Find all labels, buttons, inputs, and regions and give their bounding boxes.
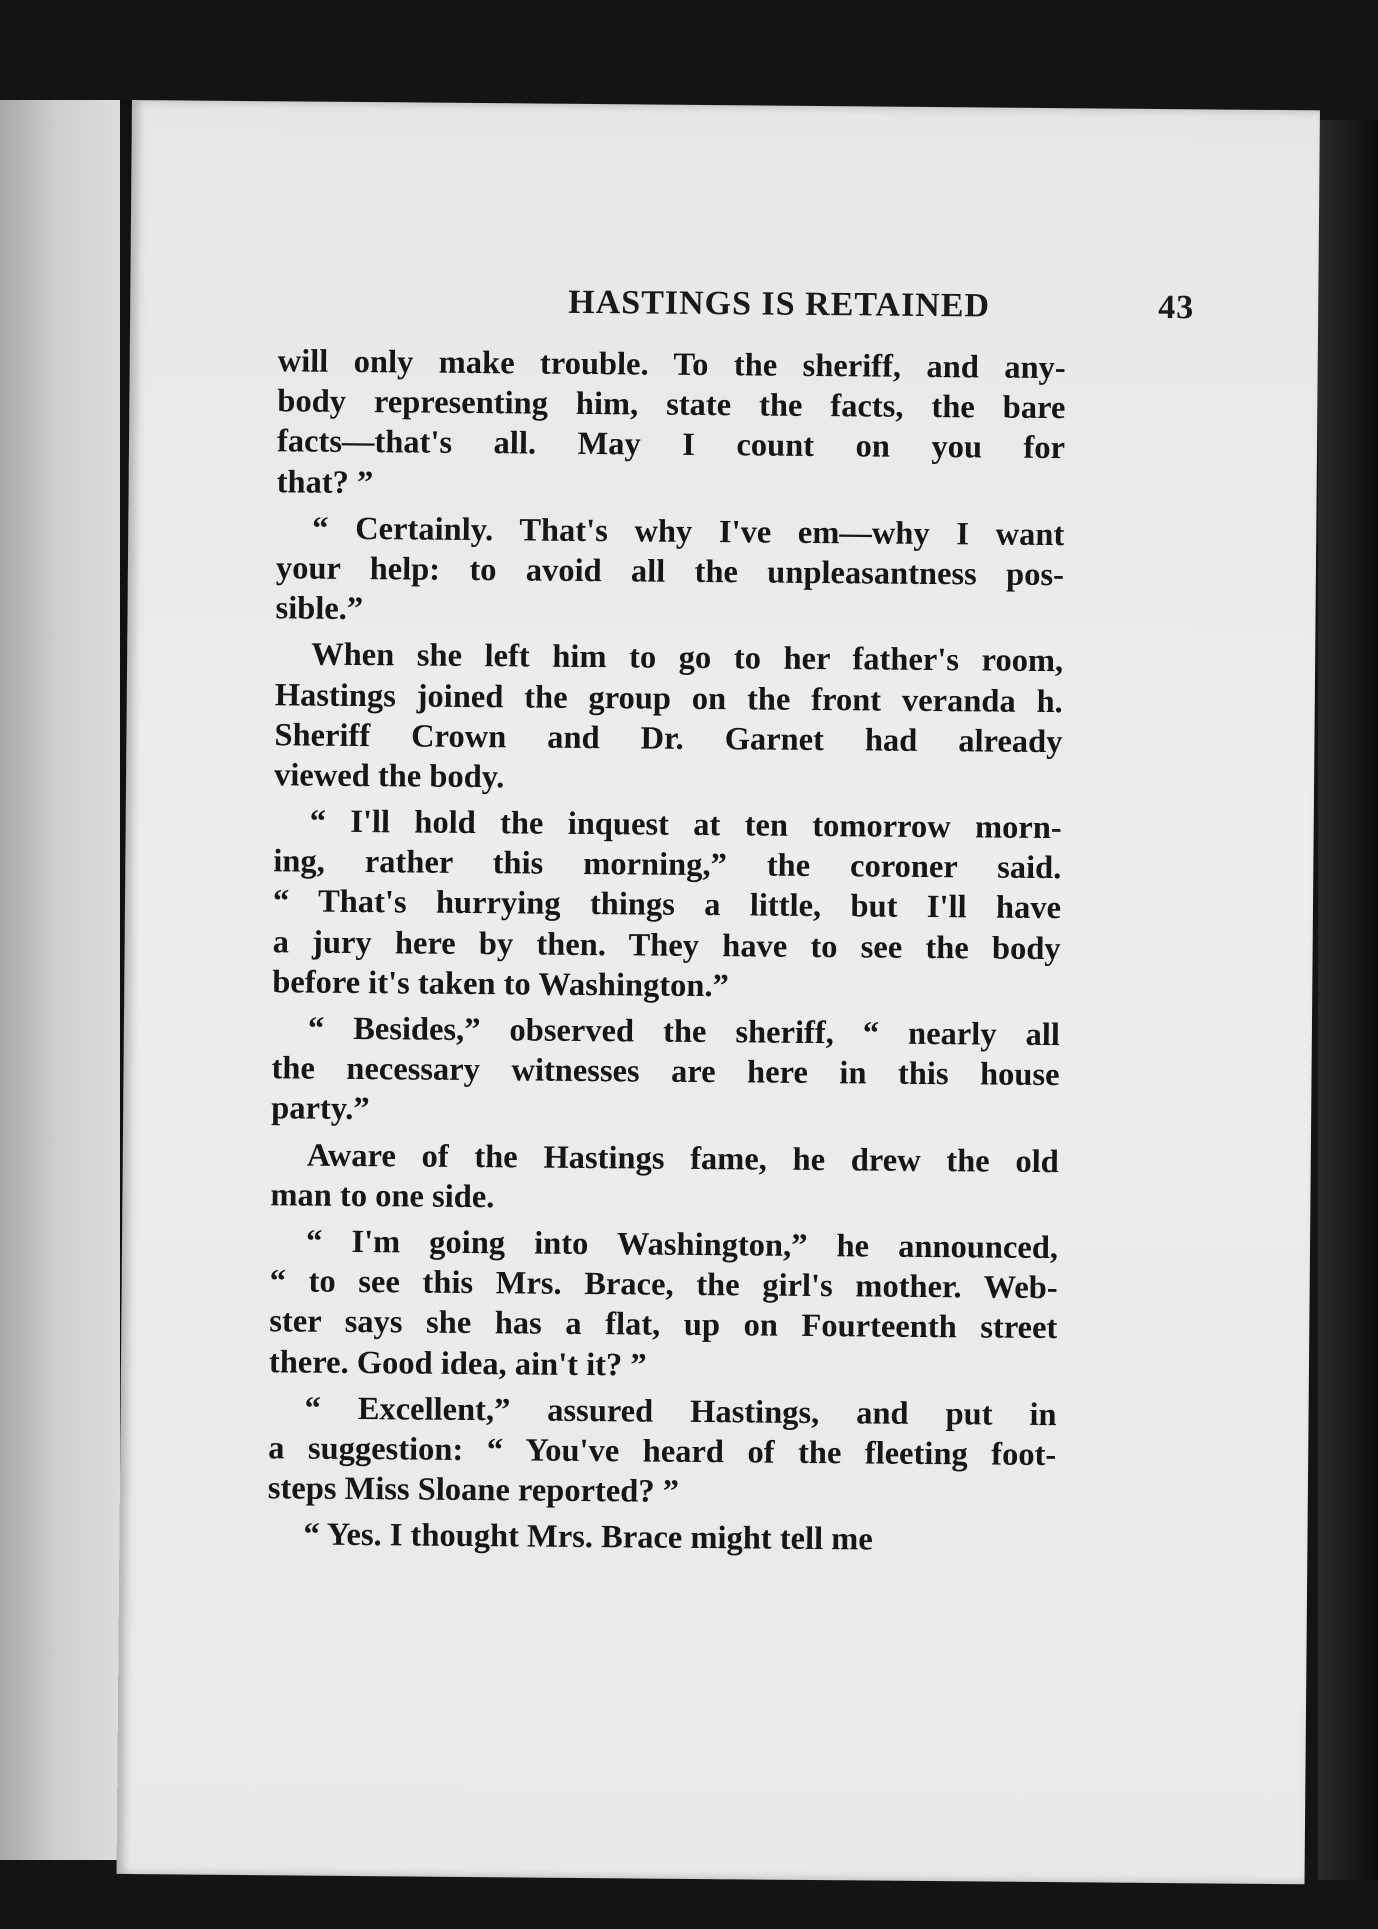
text-line: will only make trouble. To the sheriff, and any- [277,343,1066,387]
paragraph [268,1388,1057,1515]
text-line: man to one side. [270,1177,495,1215]
paragraph [275,508,1064,635]
text-line: body representing him, state the facts, the bare [277,383,1066,427]
text-line: your help: to avoid all the unpleasantness pos- [275,550,1065,594]
text-line: Sheriff Crown and Dr. Garnet had already [274,716,1063,760]
text-line: “ Excellent,” assured Hastings, and put in [304,1390,1057,1433]
paragraph [267,1514,1055,1561]
paragraph [272,801,1062,1009]
text-line: “ I'll hold the inquest at ten tomorrow morn- [309,803,1062,847]
text-line: party.” [271,1090,370,1128]
paragraph [276,341,1065,509]
text-line: When she left him to go to her father's room, [311,636,1064,680]
text-line: steps Miss Sloane reported? ” [267,1470,680,1510]
body-text [267,341,1066,1567]
text-line: a suggestion: “ You've heard of the fleeting foot- [268,1430,1057,1473]
text-line: a jury here by then. They have to see the body [272,923,1061,967]
page-number: 43 [1158,288,1195,327]
text-line: viewed the body. [273,757,505,796]
text-line: the necessary witnesses are here in this house [271,1050,1060,1094]
text-line: sible.” [275,590,364,628]
text-line: “ Yes. I thought Mrs. Brace might tell me [303,1516,873,1558]
text-line: ing, rather this morning,” the coroner said. [273,843,1062,887]
facing-page-edge [0,100,128,1860]
text-line: “ Besides,” observed the sheriff, “ nearly all [307,1010,1061,1054]
text-line: facts—that's all. May I count on you for [276,423,1066,467]
scan-background-edge [1318,120,1378,1880]
running-head [430,283,1210,340]
text-line: before it's taken to Washington.” [272,964,730,1005]
text-line: Aware of the Hastings fame, he drew the old [306,1137,1059,1180]
text-line: “ That's hurrying things a little, but I'll have [272,883,1062,927]
text-line: Hastings joined the group on the front veranda h. [274,676,1063,720]
text-line: there. Good idea, ain't it? ” [268,1343,647,1384]
text-line: “ Certainly. That's why I've em—why I want [312,510,1065,553]
paragraph [269,1221,1058,1389]
text-line: “ I'm going into Washington,” he announced, [305,1223,1059,1267]
text-line: that? ” [276,463,374,501]
text-line: ster says she has a flat, up on Fourteenth street [269,1303,1058,1347]
paragraph [270,1135,1059,1222]
text-line: “ to see this Mrs. Brace, the girl's mother. Web- [269,1263,1058,1307]
book-page [117,100,1320,1884]
paragraph [274,635,1063,803]
running-title: HASTINGS IS RETAINED [568,283,991,325]
paragraph [271,1008,1060,1135]
